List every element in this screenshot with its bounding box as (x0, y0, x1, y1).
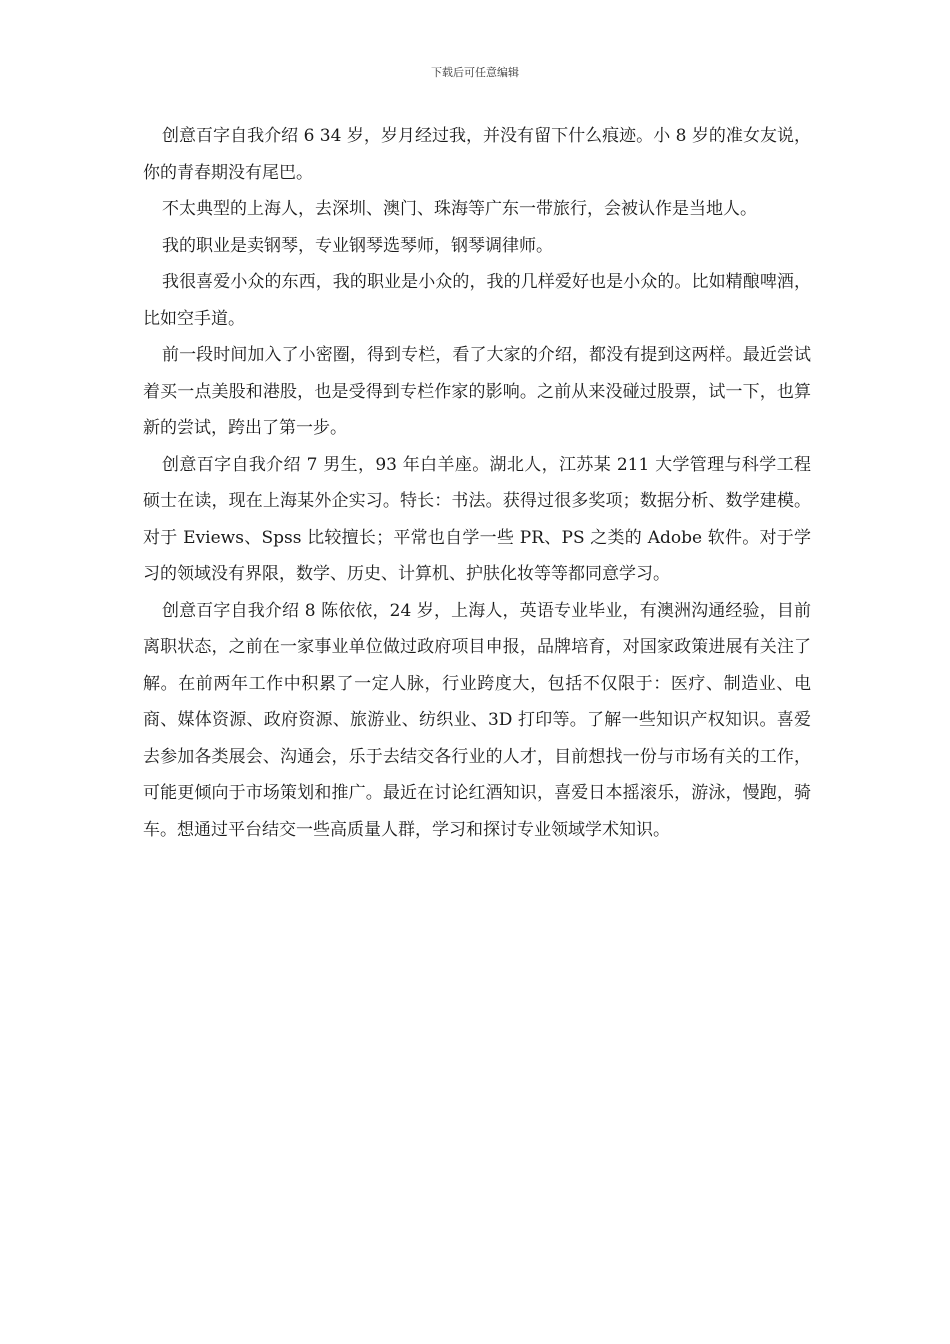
paragraph-hobbies: 我很喜爱小众的东西，我的职业是小众的，我的几样爱好也是小众的。比如精酿啤酒，比如空手道。 (143, 272, 811, 329)
paragraph-career: 我的职业是卖钢琴，专业钢琴选琴师，钢琴调律师。 (162, 235, 553, 256)
document-body (143, 118, 811, 848)
paragraph-stocks: 前一段时间加入了小密圈，得到专栏，看了大家的介绍，都没有提到这两样。最近尝试着买一点美股和港股，也是受得到专栏作家的影响。之前从来没碰过股票，试一下，也算新的尝试，跨出了第一步。 (143, 345, 811, 438)
paragraph-intro-6: 创意百字自我介绍 6 34 岁，岁月经过我，并没有留下什么痕迹。小 8 岁的准女友说，你的青春期没有尾巴。 (143, 126, 811, 183)
paragraph-shanghai: 不太典型的上海人，去深圳、澳门、珠海等广东一带旅行，会被认作是当地人。 (162, 199, 757, 219)
paragraph-intro-8: 创意百字自我介绍 8 陈依依，24 岁，上海人，英语专业毕业，有澳洲沟通经验，目前离职状态，之前在一家事业单位做过政府项目申报，品牌培育，对国家政策进展有关注了解。在前两年工作中积累了一定人脉，行业跨度大，包括不仅限于：医疗、制造业、电商、媒体资源、政府资源、旅游业、纺织业、3D 打印等。了解一些知识产权知识。喜爱去参加各类展会、沟通会，乐于去结交各行业的人才，目前想找一份与市场有关的工作，可能更倾向于市场策划和推广。最近在讨论红酒知识，喜爱日本摇滚乐，游泳，慢跑，骑车。想通过平台结交一些高质量人群，学习和探讨专业领域学术知识。 (143, 600, 811, 840)
paragraph-intro-7: 创意百字自我介绍 7 男生，93 年白羊座。湖北人，江苏某 211 大学管理与科学工程硕士在读，现在上海某外企实习。特长：书法。获得过很多奖项；数据分析、数学建模。对于 Eviews、Spss 比较擅长；平常也自学一些 PR、PS 之类的 Adobe 软件。对于学习的领域没有界限，数学、历史、计算机、护肤化妆等等都同意学习。 (143, 454, 811, 584)
page-header: 下载后可任意编辑 (431, 66, 519, 79)
